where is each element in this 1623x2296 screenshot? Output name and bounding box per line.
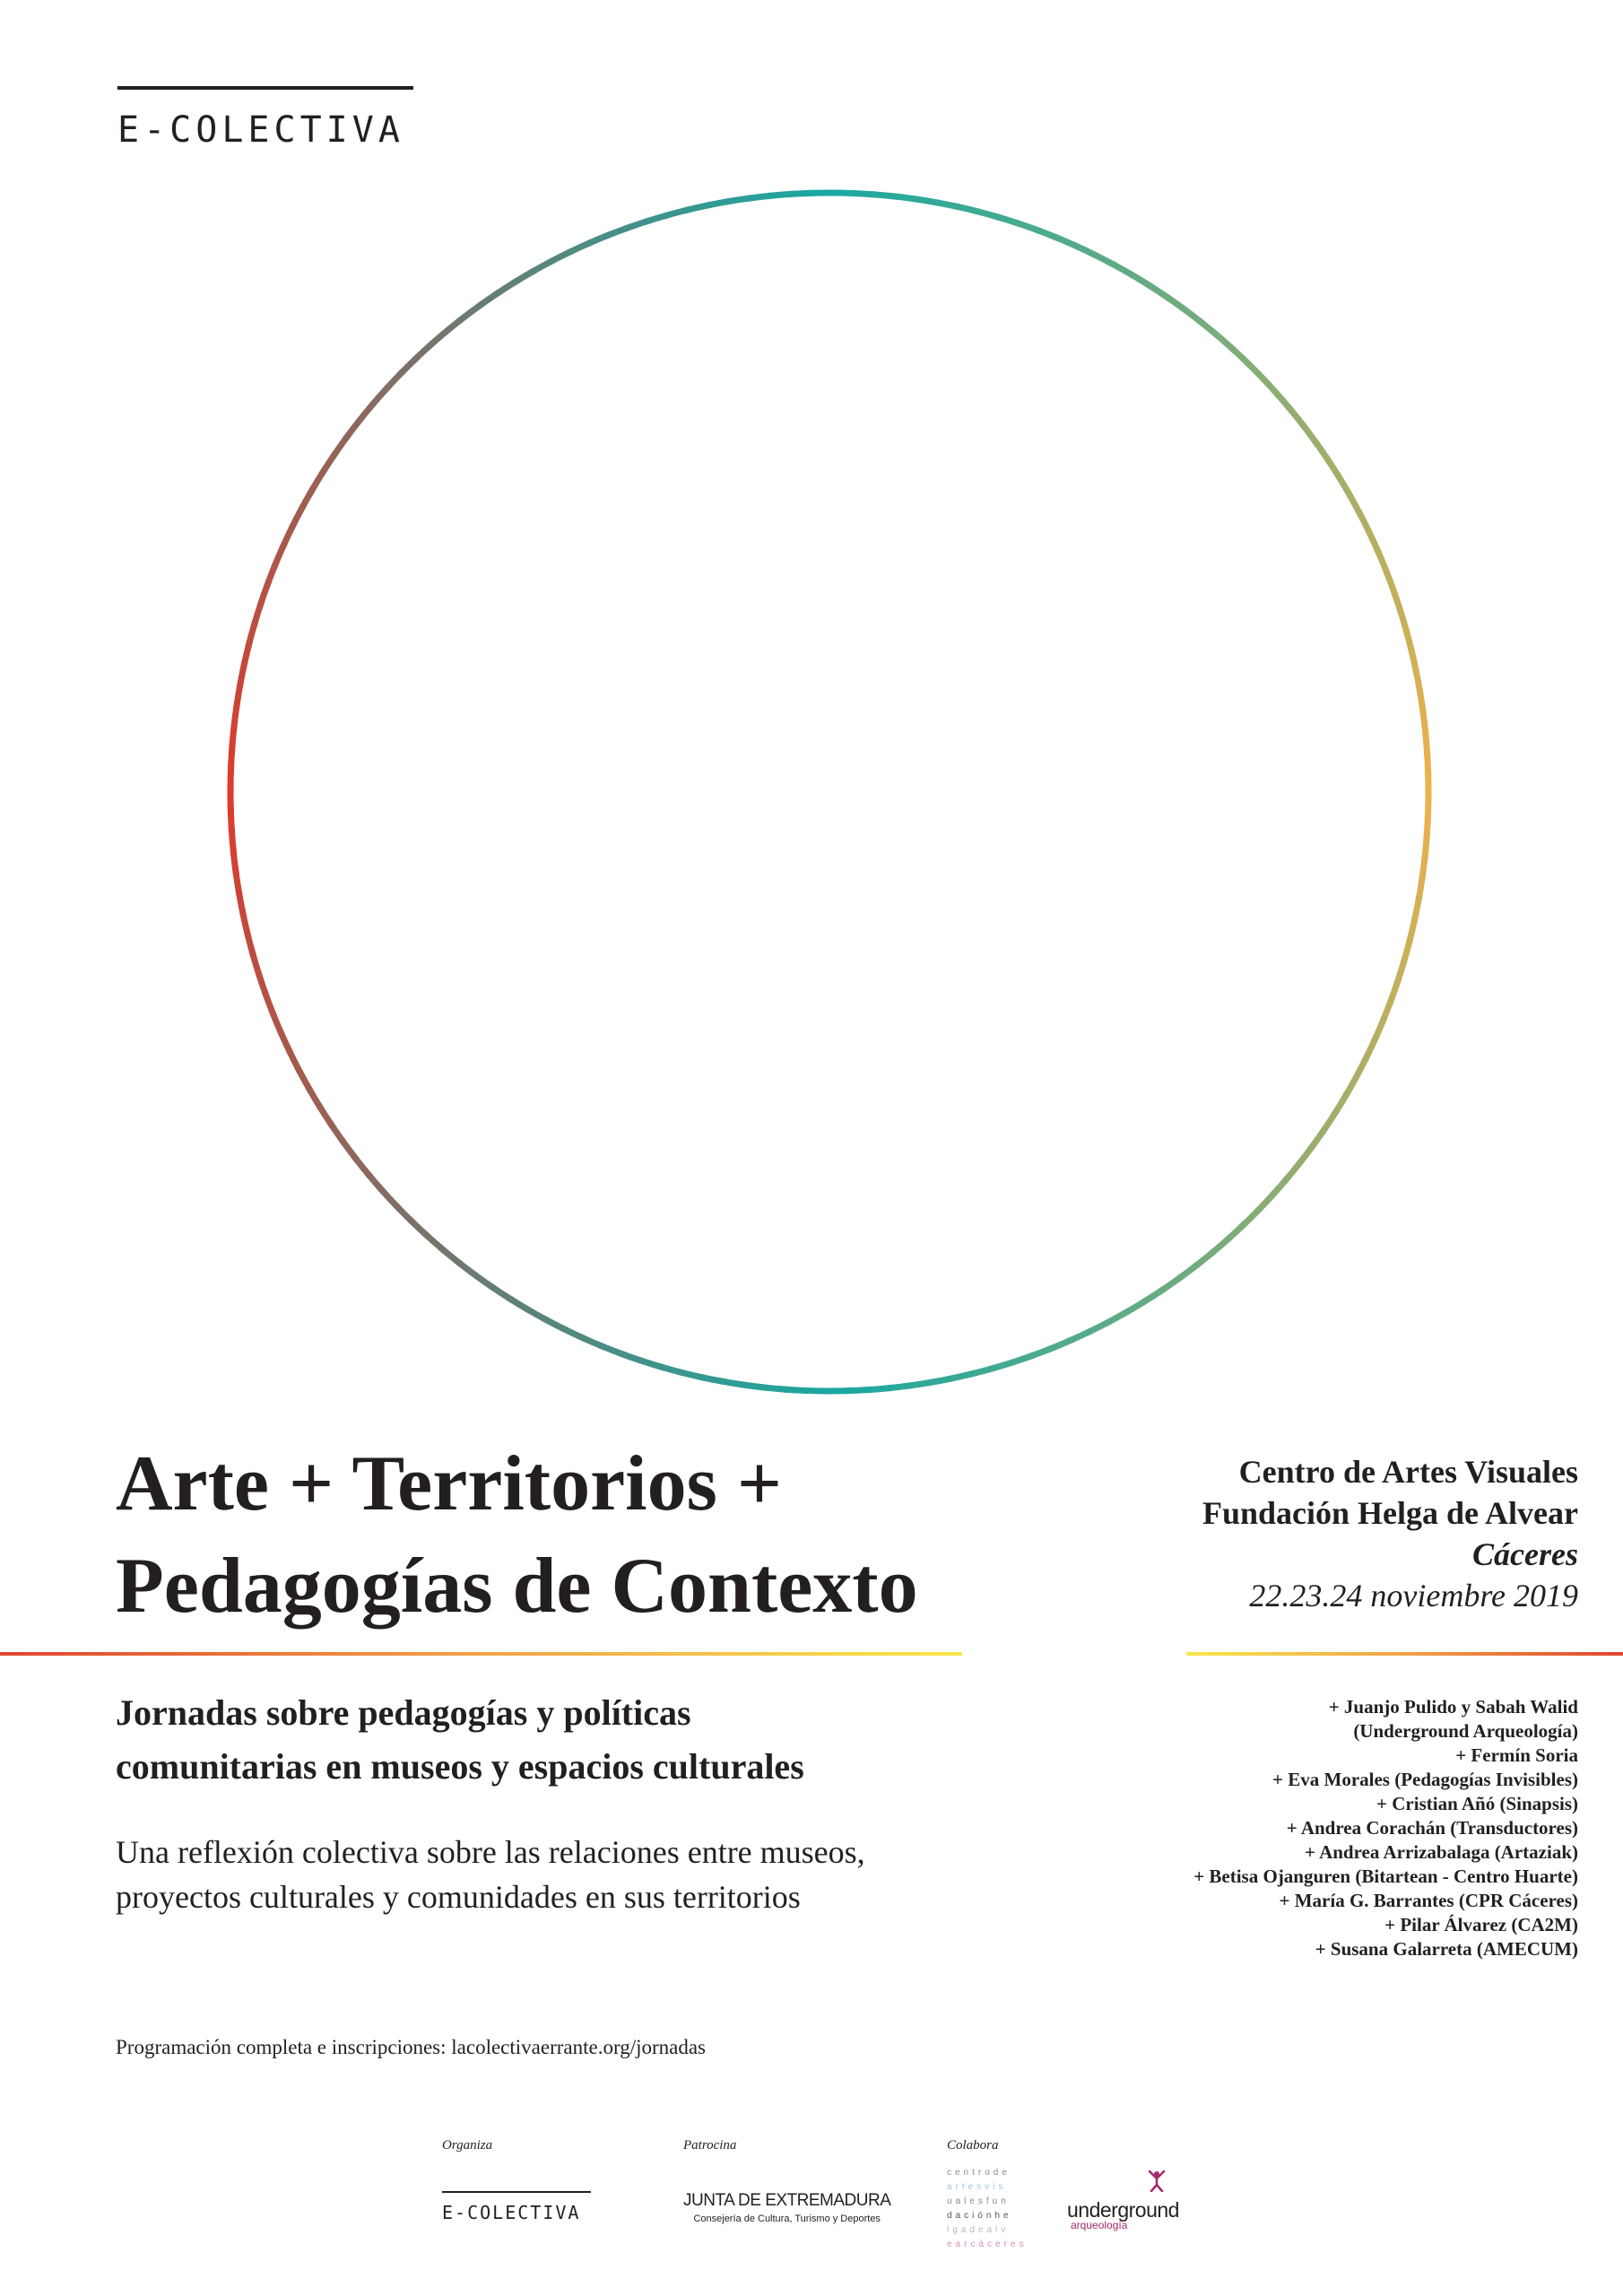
cav-logo-line: centrode	[947, 2168, 1011, 2178]
underground-figure-icon	[1067, 2169, 1184, 2192]
cav-logo-line: daciónhe	[947, 2211, 1012, 2221]
organiza-logo-bar	[442, 2191, 591, 2193]
description-line-1: Una reflexión colectiva sobre las relaciones entre museos,	[116, 1834, 865, 1870]
colabora-label: Colabora	[947, 2138, 999, 2152]
patrocina-label: Patrocina	[683, 2138, 737, 2152]
junta-name: JUNTA DE EXTREMADURA	[683, 2191, 891, 2210]
organiza-label: Organiza	[442, 2138, 493, 2152]
subtitle	[116, 1686, 1012, 1794]
underground-logo	[1067, 2169, 1184, 2231]
underground-name: underground	[1067, 2198, 1179, 2222]
divider-right	[1186, 1652, 1623, 1656]
junta-logo	[683, 2191, 890, 2224]
venue-block	[933, 1451, 1578, 1616]
ring-teal-overlay	[230, 193, 1428, 1391]
speaker-item: + Andrea Arrizabalaga (Artaziak)	[1305, 1841, 1578, 1863]
venue-line-1: Centro de Artes Visuales	[1238, 1454, 1578, 1490]
cav-logo-line: ualesfun	[947, 2196, 1010, 2206]
organiza-logo	[442, 2191, 591, 2223]
underground-sub: arqueología	[1071, 2219, 1128, 2231]
ring-segments	[230, 193, 1428, 1391]
speaker-item: + María G. Barrantes (CPR Cáceres)	[1279, 1890, 1578, 1911]
speaker-item: + Pilar Álvarez (CA2M)	[1384, 1914, 1578, 1935]
description	[116, 1830, 1012, 1919]
cav-logo-line: artesvis	[947, 2182, 1007, 2192]
speaker-item: + Andrea Corachán (Transductores)	[1286, 1817, 1578, 1839]
speaker-item: + Juanjo Pulido y Sabah Walid	[1328, 1696, 1578, 1718]
speakers-list	[915, 1695, 1578, 1961]
ring-circle	[230, 193, 1428, 1391]
divider-left	[0, 1652, 962, 1656]
organiza-logo-text: E-COLECTIVA	[442, 2202, 581, 2223]
speaker-item: + Fermín Soria	[1455, 1744, 1578, 1766]
cav-logo	[947, 2166, 1027, 2252]
description-line-2: proyectos culturales y comunidades en sus territorios	[116, 1879, 801, 1915]
speaker-item: (Underground Arqueología)	[1353, 1720, 1578, 1742]
title-line-2: Pedagogías de Contexto	[116, 1543, 918, 1630]
speaker-item: + Betisa Ojanguren (Bitartean - Centro Huarte)	[1193, 1866, 1578, 1887]
logo-text: E-COLECTIVA	[117, 109, 404, 151]
subtitle-line-1: Jornadas sobre pedagogías y políticas	[116, 1692, 691, 1733]
speaker-item: + Cristian Añó (Sinapsis)	[1376, 1793, 1578, 1814]
venue-city: Cáceres	[1472, 1536, 1578, 1572]
speaker-item: + Susana Galarreta (AMECUM)	[1315, 1938, 1578, 1960]
cav-logo-line: earcáceres	[947, 2239, 1028, 2249]
junta-sub: Consejería de Cultura, Turismo y Deportes	[693, 2213, 881, 2224]
venue-line-2: Fundación Helga de Alvear	[1202, 1495, 1578, 1531]
venue-dates: 22.23.24 noviembre 2019	[1249, 1578, 1578, 1613]
page-title	[116, 1433, 1012, 1638]
subtitle-line-2: comunitarias en museos y espacios culturales	[116, 1746, 804, 1787]
speaker-item: + Eva Morales (Pedagogías Invisibles)	[1272, 1769, 1578, 1790]
cav-logo-line: lgadealv	[947, 2225, 1010, 2235]
program-link-text: Programación completa e inscripciones: lacolectivaerrante.org/jornadas	[116, 2036, 707, 2058]
title-line-1: Arte + Territorios +	[116, 1440, 782, 1527]
